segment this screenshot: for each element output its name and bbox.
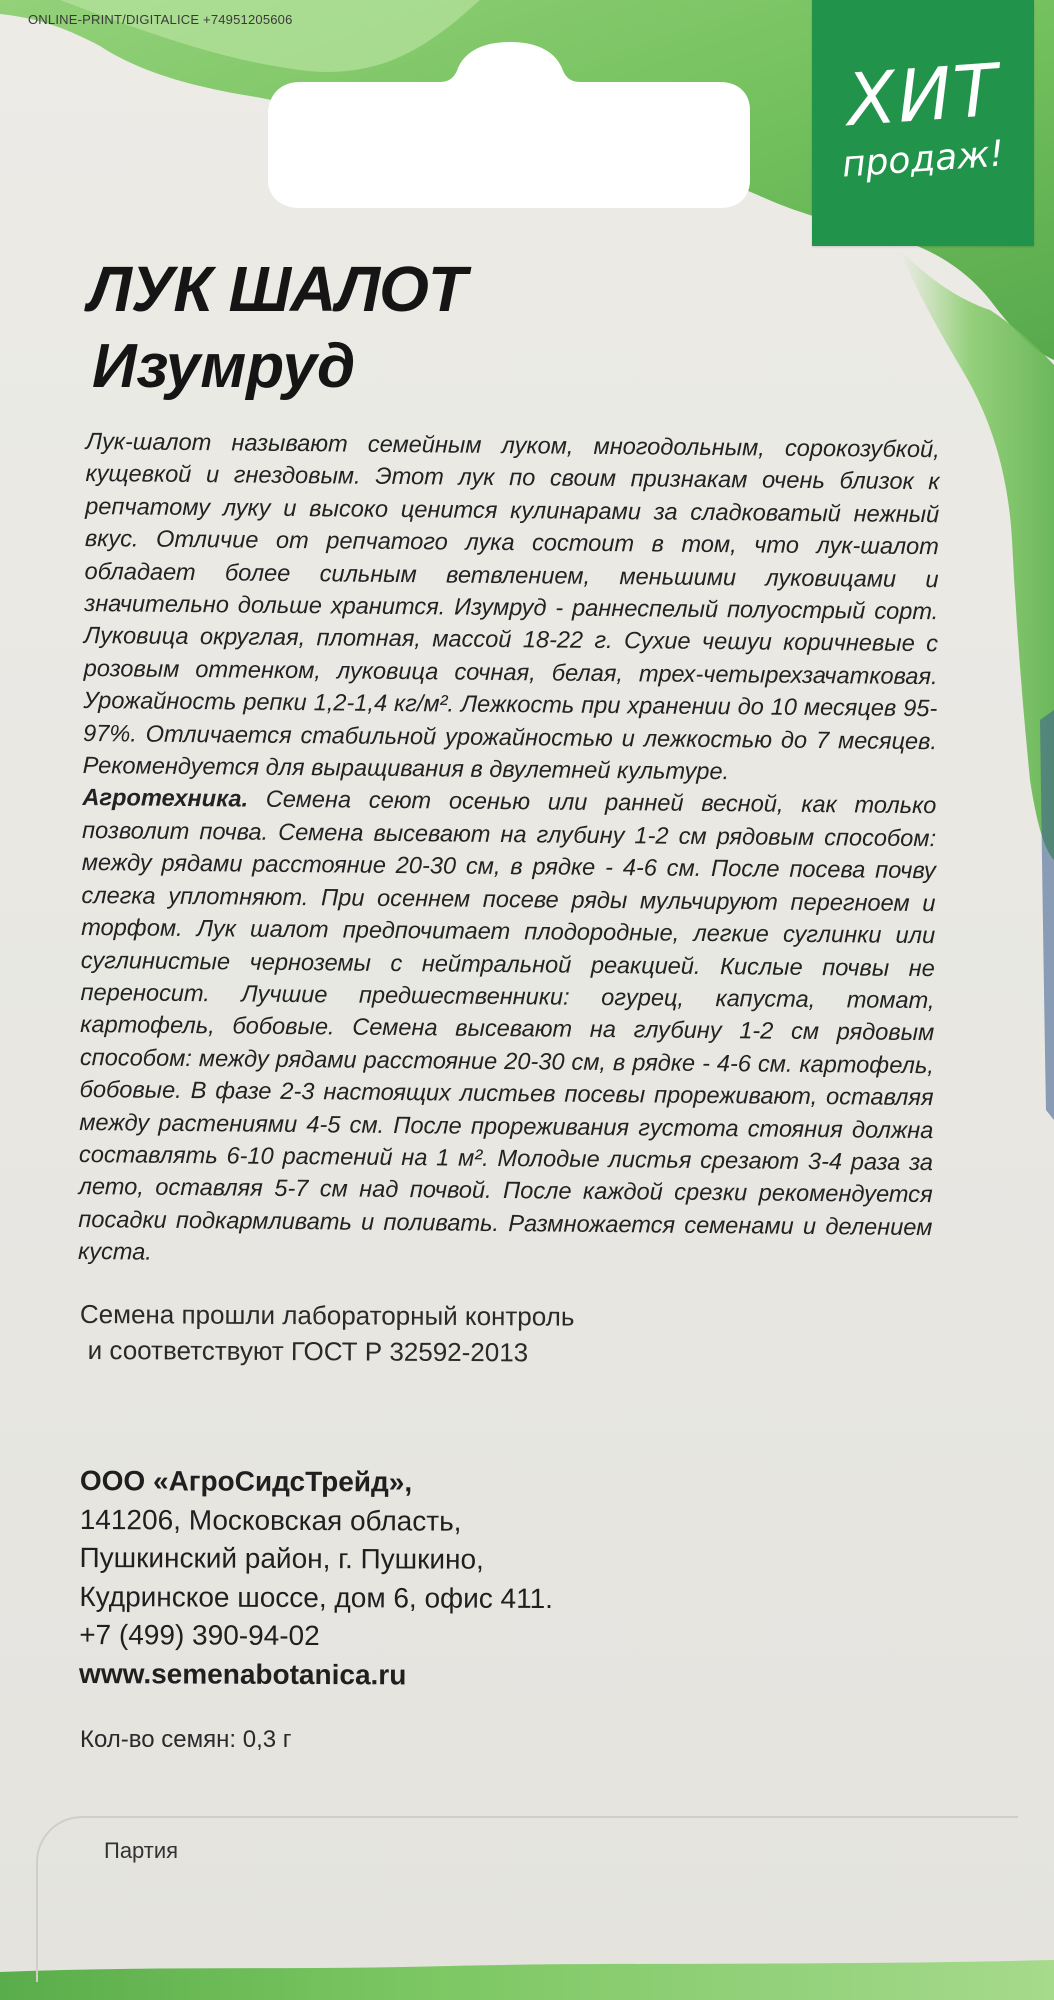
seed-amount: Кол-во семян: 0,3 г: [80, 1726, 292, 1753]
agrotechnics-text: Семена сеют осенью или ранней весной, как только позволит почва. Семена высевают на глубину 1-2 см рядовым способом: между рядами расстояние 20-30 см, в рядке - 4-6 см. После посева почву слегка уплотняют. При осеннем посеве ряды мульчируют перегноем и торфом. Лук шалот предпочитает плодородные, легкие суглинки или суглинистые черноземы с нейтральной реакцией. Кислые почвы не переносит. Лучшие предшественники: огурец, капуста, томат, картофель, бобовые. Семена высевают на глубину 1-2 см рядовым способом: между рядами расстояние 20-30 см, в рядке - 4-6 см. картофель, бобовые. В фазе 2-3 настоящих листьев посевы прореживают, оставляя между растениями 4-5 см. После прореживания густота стояния должна составлять 6-10 растений на 1 м². Молодые листья срезают 3-4 раза за лето, оставляя 5-7 см над почвой. После каждой срезки рекомендуется посадки подкармливать и поливать. Размножается семенами и делением куста.: [77, 787, 937, 1266]
variety-name: Изумруд: [92, 332, 356, 401]
batch-field: [36, 1816, 1018, 1982]
agrotechnics-paragraph: [78, 782, 937, 1276]
bestseller-badge: [812, 0, 1034, 246]
agrotechnics-label: Агротехника.: [82, 785, 249, 814]
company-address-line-3: Кудринское шоссе, дом 6, офис 411.: [79, 1580, 554, 1614]
description-block: [78, 426, 940, 1277]
certification-note: [80, 1296, 575, 1371]
company-address-line-2: Пушкинский район, г. Пушкино,: [79, 1541, 484, 1575]
company-website: www.semenabotanica.ru: [79, 1657, 407, 1690]
certification-line-2: и соответствуют ГОСТ Р 32592-2013: [87, 1335, 529, 1368]
batch-label: Партия: [104, 1838, 179, 1863]
company-phone: +7 (499) 390-94-02: [79, 1618, 320, 1652]
product-title: ЛУК ШАЛОТ: [88, 253, 466, 325]
company-name: ООО «АгроСидсТрейд»,: [79, 1465, 413, 1498]
company-address-line-1: 141206, Московская область,: [79, 1503, 462, 1537]
badge-title: ХИТ: [843, 47, 1003, 143]
printer-mark: ONLINE-PRINT/DIGITALICE +74951205606: [28, 12, 293, 27]
badge-subtitle: продаж!: [840, 133, 1006, 186]
description-text: Лук-шалот называют семейным луком, многодольным, сорокозубкой, кущевкой и гнездовым. Этот лук по своим признакам очень близок к репчатому луку и высоко ценится кулинарами за сладковатый нежный вкус. Отличие от репчатого лука состоит в том, что лук-шалот обладает более сильным ветвлением, меньшими луковицами и значительно дольше хранится. Изумруд - раннеспелый полуострый сорт. Луковица округлая, плотная, массой 18-22 г. Сухие чешуи коричневые с розовым оттенком, луковица сочная, белая, трех-четырехзачатковая. Урожайность репки 1,2-1,4 кг/м². Лежкость при хранении до 10 месяцев 95-97%. Отличается стабильной урожайностью и лежкостью до 7 месяцев. Рекомендуется для выращивания в двулетней культуре.: [82, 428, 940, 786]
company-info: [79, 1462, 554, 1695]
certification-line-1: Семена прошли лабораторный контроль: [79, 1299, 575, 1332]
